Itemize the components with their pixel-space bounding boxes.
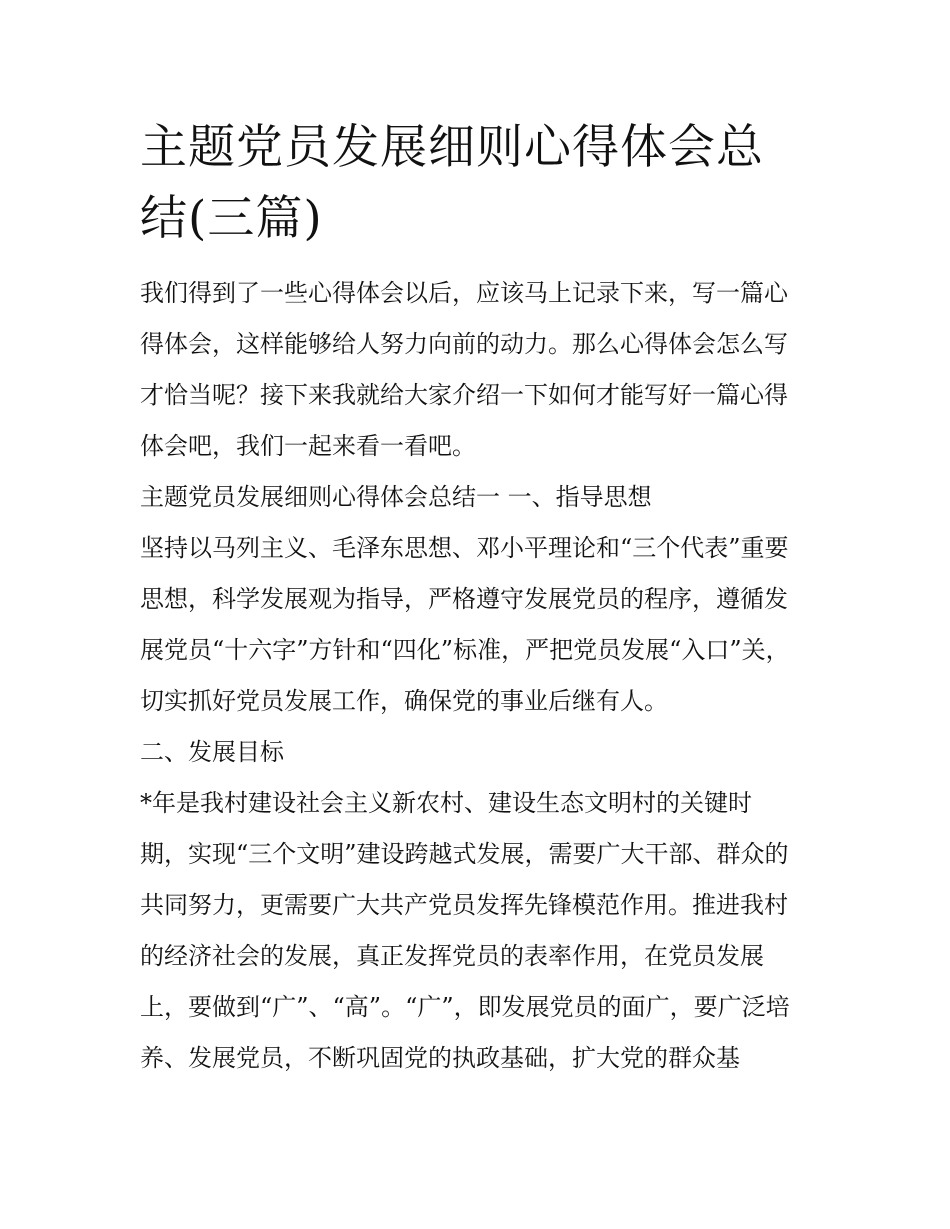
section-heading-summary-one: 主题党员发展细则心得体会总结一 一、指导思想 [140, 483, 652, 511]
body-line-6: 坚持以马列主义、毛泽东思想、邓小平理论和“三个代表”重要 [140, 534, 789, 562]
section-heading-development-goals: 二、发展目标 [140, 738, 284, 766]
body-line-7: 思想，科学发展观为指导，严格遵守发展党员的程序，遵循发 [140, 585, 788, 613]
body-line-8: 展党员“十六字”方针和“四化”标准，严把党员发展“入口”关， [140, 636, 790, 664]
body-line-2: 得体会，这样能够给人努力向前的动力。那么心得体会怎么写 [140, 330, 788, 358]
document-body [140, 268, 812, 1084]
body-line-9: 切实抓好党员发展工作，确保党的事业后继有人。 [140, 687, 668, 715]
body-line-4: 体会吧，我们一起来看一看吧。 [140, 432, 476, 460]
title-line-2: 结(三篇) [140, 191, 323, 246]
document-title [140, 112, 812, 254]
body-line-16: 养、发展党员，不断巩固党的执政基础，扩大党的群众基 [140, 1044, 740, 1072]
body-line-11: *年是我村建设社会主义新农村、建设生态文明村的关键时 [140, 789, 752, 817]
body-line-3: 才恰当呢？接下来我就给大家介绍一下如何才能写好一篇心得 [140, 381, 788, 409]
document-content [140, 112, 812, 1084]
body-line-15: 上，要做到“广”、“高”。“广”，即发展党员的面广，要广泛培 [140, 993, 790, 1021]
body-line-1: 我们得到了一些心得体会以后，应该马上记录下来，写一篇心 [140, 279, 788, 307]
body-line-14: 的经济社会的发展，真正发挥党员的表率作用，在党员发展 [140, 942, 764, 970]
title-line-1: 主题党员发展细则心得体会总 [140, 120, 764, 175]
body-line-12: 期，实现“三个文明”建设跨越式发展，需要广大干部、群众的 [140, 840, 789, 868]
body-line-13: 共同努力，更需要广大共产党员发挥先锋模范作用。推进我村 [140, 891, 788, 919]
